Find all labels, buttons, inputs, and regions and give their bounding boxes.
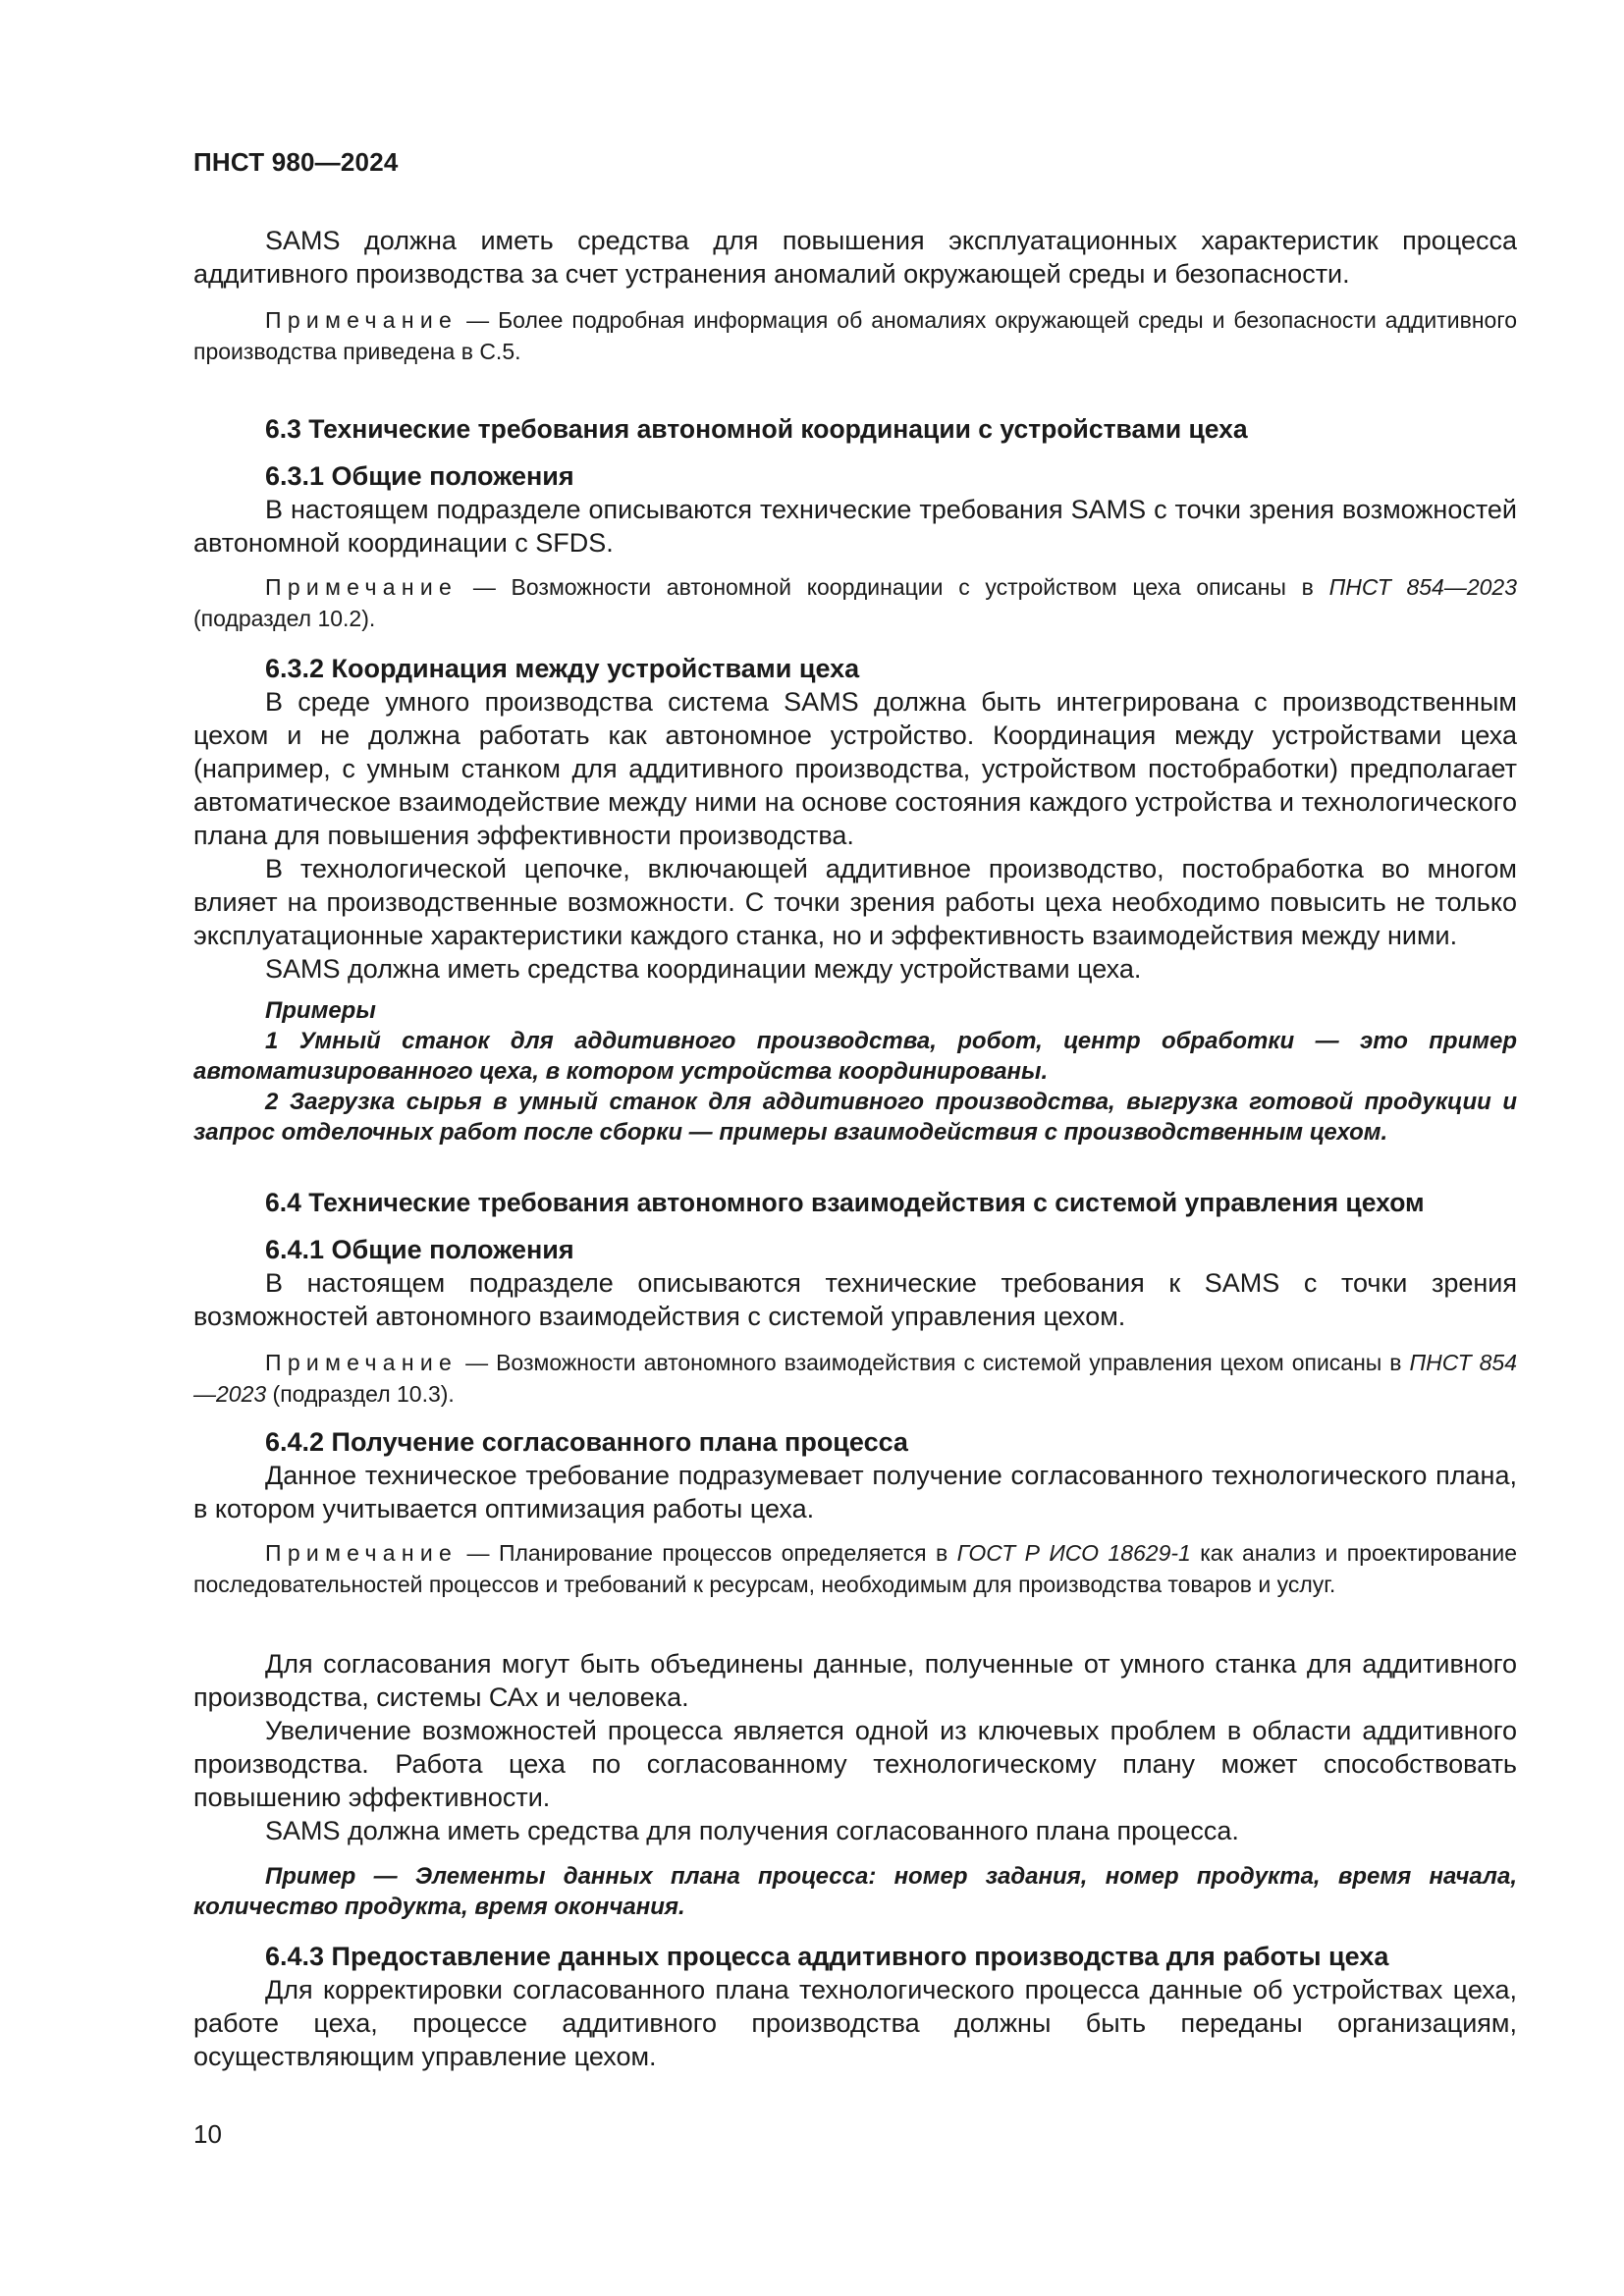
paragraph-6-4-3: Для корректировки согласованного плана технологического процесса данные об устройствах цеха, работе цеха, процессе аддитивного производства должны быть переданы организациям, осуществляющим управление цехом. — [193, 1975, 1517, 2071]
note-4 — [193, 1537, 1517, 1600]
subsection-heading-6-4-3: 6.4.3 Предоставление данных процесса аддитивного производства для работы цеха — [265, 1942, 1389, 1971]
paragraph-6-3-2-b: В технологической цепочке, включающей аддитивное производство, постобработка во многом влияет на производственные возможности. С точки зрения работы цеха необходимо повысить не только эксплуатационные характеристики каждого станка, но и эффективность взаимодействия между ними. — [193, 854, 1517, 950]
paragraph-6-4-2-d: SAMS должна иметь средства для получения согласованного плана процесса. — [265, 1816, 1239, 1845]
note-4-text: Планирование процессов определяется в — [498, 1540, 957, 1566]
example-3: Пример — Элементы данных плана процесса: номер задания, номер продукта, время начала, количество продукта, время окончания. — [193, 1863, 1517, 1920]
note-3-text-end: (подраздел 10.3). — [266, 1381, 455, 1407]
paragraph-sams-performance: SAMS должна иметь средства для повышения эксплуатационных характеристик процесса аддитивного производства за счет устранения аномалий окружающей среды и безопасности. — [193, 226, 1517, 289]
subsection-heading-6-3-2: 6.3.2 Координация между устройствами цеха — [265, 654, 860, 683]
subsection-heading-6-3-1: 6.3.1 Общие положения — [265, 461, 574, 491]
paragraph-6-4-2-c: Увеличение возможностей процесса является одной из ключевых проблем в области аддитивного производства. Работа цеха по согласованному технологическому плану может способствовать повышению эффективности. — [193, 1716, 1517, 1812]
paragraph-6-3-2-a: В среде умного производства система SAMS должна быть интегрирована с производственным цехом и не должна работать как автономное устройство. Координация между устройствами цеха (например, с умным станком для аддитивного производства, устройством постобработки) предполагает автоматическое взаимодействие между ними на основе состояния каждого устройства и технологического плана для повышения эффективности производства. — [193, 687, 1517, 850]
note-3 — [193, 1347, 1517, 1410]
subsection-heading-6-4-1: 6.4.1 Общие положения — [265, 1235, 574, 1264]
note-dash: — — [458, 1540, 499, 1566]
note-2-text-end: (подраздел 10.2). — [193, 606, 376, 631]
section-heading-6-4: 6.4 Технические требования автономного взаимодействия с системой управления цехом — [265, 1188, 1425, 1217]
paragraph-6-3-2-c: SAMS должна иметь средства координации между устройствами цеха. — [265, 954, 1142, 984]
examples-title: Примеры — [265, 997, 376, 1024]
paragraph-6-3-1: В настоящем подразделе описываются технические требования SAMS с точки зрения возможностей автономной координации с SFDS. — [193, 495, 1517, 558]
note-2-reference: ПНСТ 854—2023 — [1328, 574, 1517, 600]
page-number: 10 — [193, 2119, 222, 2149]
paragraph-6-4-1: В настоящем подразделе описываются технические требования к SAMS с точки зрения возможностей автономного взаимодействия с системой управления цехом. — [193, 1268, 1517, 1331]
section-heading-6-3: 6.3 Технические требования автономной координации с устройствами цеха — [265, 414, 1248, 444]
example-2: 2 Загрузка сырья в умный станок для аддитивного производства, выгрузка готовой продукции и запрос отделочных работ после сборки — примеры взаимодействия с производственным цехом. — [193, 1089, 1517, 1146]
paragraph-6-4-2-b: Для согласования могут быть объединены данные, полученные от умного станка для аддитивного производства, системы САх и человека. — [193, 1649, 1517, 1712]
note-label: Примечание — [265, 1540, 459, 1566]
note-dash: — — [458, 574, 512, 600]
note-label: Примечание — [265, 307, 459, 333]
note-label: Примечание — [265, 1350, 459, 1375]
example-1: 1 Умный станок для аддитивного производства, робот, центр обработки — это пример автоматизированного цеха, в котором устройства координированы. — [193, 1028, 1517, 1085]
subsection-heading-6-4-2: 6.4.2 Получение согласованного плана процесса — [265, 1427, 908, 1457]
note-4-text-end: как анализ и проектирование последовательностей процессов и требований к ресурсам, необходимым для производства товаров и услуг. — [193, 1540, 1517, 1597]
note-2-text: Возможности автономной координации с устройством цеха описаны в — [511, 574, 1329, 600]
note-4-reference: ГОСТ Р ИСО 18629-1 — [956, 1540, 1191, 1566]
note-2 — [193, 571, 1517, 634]
note-dash: — — [458, 1350, 497, 1375]
note-3-reference: ПНСТ 854—2023 — [193, 1350, 1518, 1407]
note-dash: — — [458, 307, 499, 333]
paragraph-6-4-2-a: Данное техническое требование подразумевает получение согласованного технологического плана, в котором учитывается оптимизация работы цеха. — [193, 1461, 1517, 1523]
note-1-text: Более подробная информация об аномалиях окружающей среды и безопасности аддитивного производства приведена в С.5. — [193, 307, 1518, 364]
note-label: Примечание — [265, 574, 459, 600]
note-1 — [193, 304, 1517, 367]
document-header: ПНСТ 980—2024 — [193, 147, 399, 177]
note-3-text: Возможности автономного взаимодействия с системой управления цехом описаны в — [496, 1350, 1410, 1375]
